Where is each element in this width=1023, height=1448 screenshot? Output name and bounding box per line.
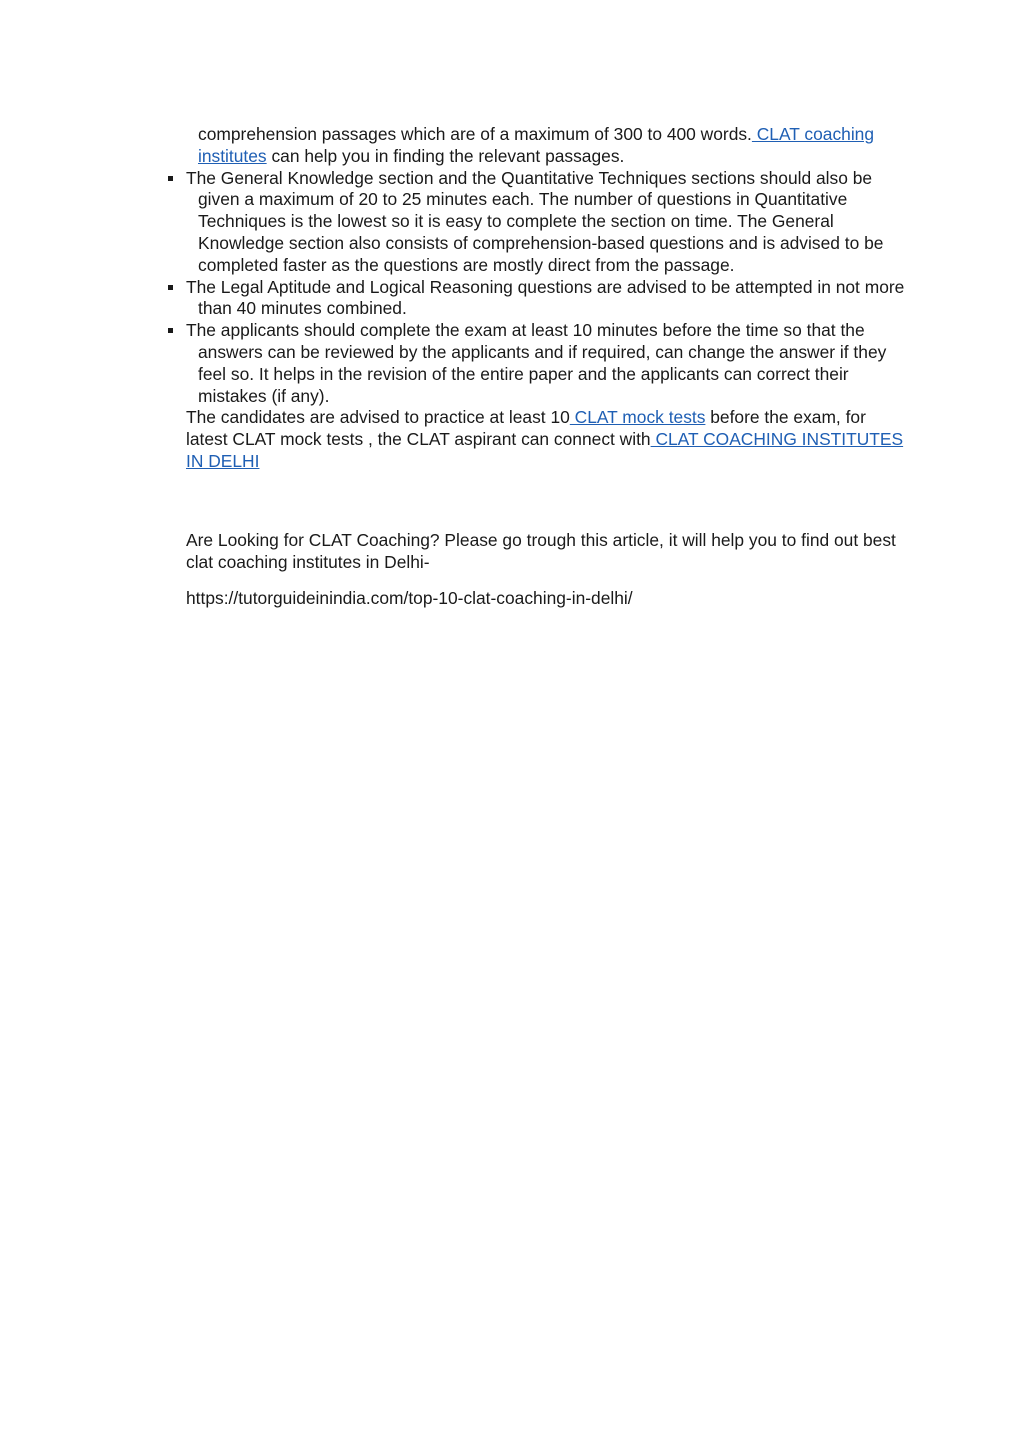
list-item: [186, 320, 906, 407]
practice-paragraph: [186, 407, 906, 472]
practice-text-2: before the exam, for latest CLAT mock tests , the CLAT aspirant can connect with: [186, 407, 866, 450]
list-item-text: The Legal Aptitude and Logical Reasoning questions are advised to be attempted in not more than 40 minutes combined.: [186, 276, 905, 319]
clat-coaching-delhi-link[interactable]: CLAT COACHING INSTITUTES IN DELHI: [186, 429, 904, 471]
square-bullet-icon: [168, 328, 173, 333]
square-bullet-icon: [168, 285, 173, 290]
spacer: [186, 473, 906, 530]
continued-paragraph: [198, 124, 906, 168]
practice-text-1: The candidates are advised to practice at least 10: [186, 407, 570, 428]
document-content: [186, 124, 906, 610]
tips-list: [186, 168, 906, 408]
continued-text-before: comprehension passages which are of a maximum of 300 to 400 words.: [198, 124, 752, 144]
list-item: [186, 277, 906, 321]
continued-text-after: can help you in finding the relevant passages.: [266, 145, 625, 166]
list-item-text: The General Knowledge section and the Quantitative Techniques sections should also be given a maximum of 20 to 25 minutes each. The number of questions in Quantitative Techniques is the lowest so it is easy to complete the section on time. The General Knowledge section also consists of comprehension-based questions and is advised to be completed faster as the questions are mostly direct from the passage.: [186, 167, 884, 275]
square-bullet-icon: [168, 176, 173, 181]
clat-coaching-institutes-link[interactable]: CLAT coaching institutes: [198, 124, 875, 166]
list-item-text: The applicants should complete the exam at least 10 minutes before the time so that the answers can be reviewed by the applicants and if required, can change the answer if they feel so. It helps in the revision of the entire paper and the applicants can correct their mistakes (if any).: [186, 320, 887, 406]
article-url: https://tutorguideinindia.com/top-10-clat-coaching-in-delhi/: [186, 588, 633, 609]
list-item: [186, 168, 906, 277]
cta-paragraph: Are Looking for CLAT Coaching? Please go trough this article, it will help you to find out best clat coaching institutes in Delhi-: [186, 529, 896, 572]
clat-mock-tests-link[interactable]: CLAT mock tests: [569, 407, 706, 428]
